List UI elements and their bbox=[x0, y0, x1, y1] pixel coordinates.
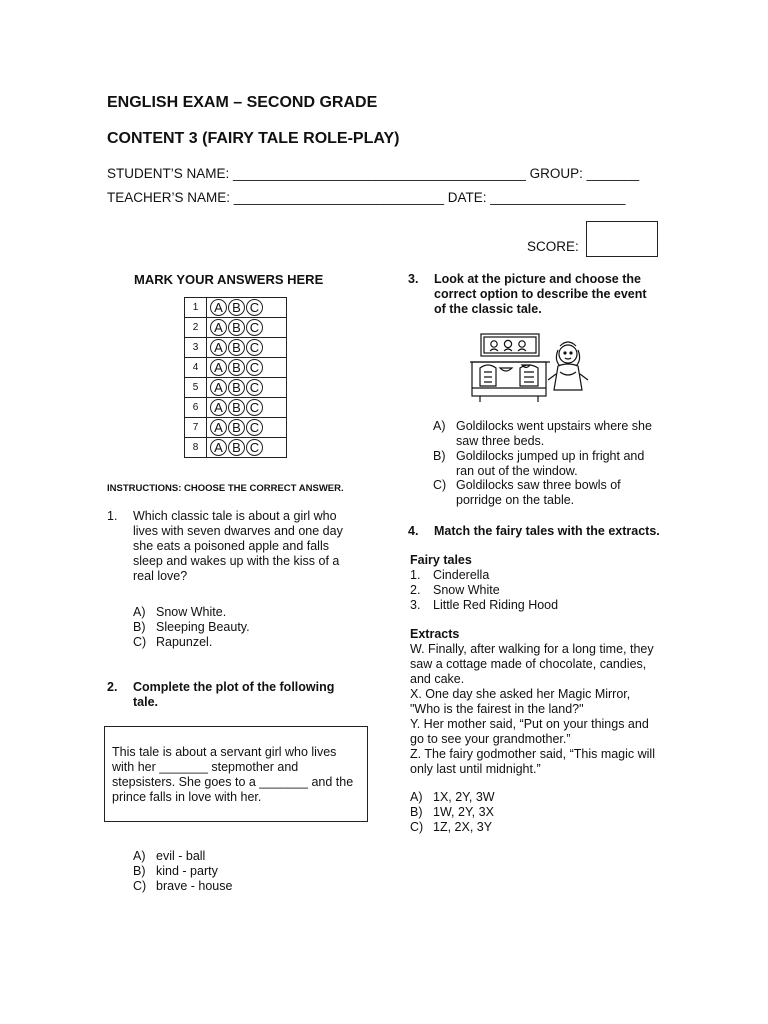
answer-sheet-title: MARK YOUR ANSWERS HERE bbox=[134, 272, 324, 287]
question-number: 4. bbox=[408, 524, 419, 538]
q3-options bbox=[433, 419, 673, 511]
answer-bubble[interactable]: C bbox=[246, 439, 263, 456]
student-name-line: STUDENT’S NAME: _______________________________________ GROUP: _______ bbox=[107, 166, 640, 181]
extract-line: Z. The fairy godmother said, “This magic will bbox=[410, 747, 655, 761]
answer-bubble[interactable]: B bbox=[228, 319, 245, 336]
answer-bubble[interactable]: C bbox=[246, 299, 263, 316]
plot-box bbox=[104, 726, 368, 822]
extract-line: go to see your grandmother.” bbox=[410, 732, 571, 746]
question-line: Which classic tale is about a girl who bbox=[133, 509, 337, 523]
option[interactable]: C) Goldilocks saw three bowls of porridge on the table. bbox=[433, 478, 621, 507]
row-number: 8 bbox=[185, 438, 207, 458]
fairy-tales-heading: Fairy tales bbox=[410, 553, 472, 567]
question-line: real love? bbox=[133, 569, 188, 583]
answer-bubble[interactable]: A bbox=[210, 379, 227, 396]
bubble-group bbox=[207, 418, 287, 438]
question-line: of the classic tale. bbox=[434, 302, 542, 316]
option[interactable]: A) evil - ball bbox=[133, 849, 206, 863]
question-line: sleep and wakes up with the kiss of a bbox=[133, 554, 340, 568]
answer-bubble[interactable]: A bbox=[210, 319, 227, 336]
plot-line: This tale is about a servant girl who lives bbox=[112, 745, 337, 759]
answer-bubble[interactable]: A bbox=[210, 419, 227, 436]
answer-row bbox=[185, 418, 287, 438]
q1-options bbox=[133, 605, 250, 650]
q2-options bbox=[133, 849, 232, 894]
bubble-group bbox=[207, 298, 287, 318]
answer-row bbox=[185, 318, 287, 338]
option[interactable]: B) 1W, 2Y, 3X bbox=[410, 805, 494, 819]
extracts-heading: Extracts bbox=[410, 627, 460, 641]
answer-bubble[interactable]: C bbox=[246, 339, 263, 356]
extract-line: "Who is the fairest in the land?" bbox=[410, 702, 584, 716]
answer-bubble[interactable]: C bbox=[246, 319, 263, 336]
list-item: 3. Little Red Riding Hood bbox=[410, 598, 559, 612]
plot-line: prince falls in love with her. bbox=[112, 790, 262, 804]
question-line: correct option to describe the event bbox=[434, 287, 647, 301]
answer-bubble[interactable]: B bbox=[228, 399, 245, 416]
answer-bubble[interactable]: A bbox=[210, 299, 227, 316]
extract-line: and cake. bbox=[410, 672, 465, 686]
extract-line: saw a cottage made of chocolate, candies, bbox=[410, 657, 647, 671]
exam-title: ENGLISH EXAM – SECOND GRADE bbox=[107, 94, 378, 111]
answer-bubble[interactable]: C bbox=[246, 379, 263, 396]
answer-bubble[interactable]: B bbox=[228, 379, 245, 396]
answer-bubble[interactable]: A bbox=[210, 439, 227, 456]
question-line: Complete the plot of the following bbox=[133, 680, 335, 694]
plot-line: with her _______ stepmother and bbox=[112, 760, 299, 774]
row-number: 4 bbox=[185, 358, 207, 378]
answer-bubble[interactable]: C bbox=[246, 359, 263, 376]
q4-options bbox=[410, 790, 495, 835]
goldilocks-illustration bbox=[470, 332, 590, 402]
option[interactable]: B) kind - party bbox=[133, 864, 218, 878]
question-line: she eats a poisoned apple and falls bbox=[133, 539, 329, 553]
answer-bubble[interactable]: C bbox=[246, 419, 263, 436]
answer-row bbox=[185, 298, 287, 318]
extract-line: only last until midnight.” bbox=[410, 762, 541, 776]
option[interactable]: B) Goldilocks jumped up in fright and ran out of the window. bbox=[433, 449, 645, 478]
answer-bubble[interactable]: A bbox=[210, 359, 227, 376]
bubble-group bbox=[207, 318, 287, 338]
bubble-group bbox=[207, 398, 287, 418]
question-number: 1. bbox=[107, 509, 118, 523]
answer-bubble[interactable]: A bbox=[210, 339, 227, 356]
instructions: INSTRUCTIONS: CHOOSE THE CORRECT ANSWER. bbox=[107, 483, 344, 494]
question-4 bbox=[408, 524, 688, 540]
row-number: 2 bbox=[185, 318, 207, 338]
answer-row bbox=[185, 338, 287, 358]
question-line: lives with seven dwarves and one day bbox=[133, 524, 343, 538]
answer-bubble[interactable]: C bbox=[246, 399, 263, 416]
row-number: 7 bbox=[185, 418, 207, 438]
question-1 bbox=[107, 509, 377, 589]
bubble-group bbox=[207, 358, 287, 378]
extract-line: X. One day she asked her Magic Mirror, bbox=[410, 687, 631, 701]
question-line: tale. bbox=[133, 695, 159, 709]
question-2 bbox=[107, 680, 377, 712]
answer-sheet bbox=[184, 297, 287, 458]
teacher-name-line: TEACHER’S NAME: ____________________________ DATE: __________________ bbox=[107, 190, 626, 205]
answer-bubble[interactable]: B bbox=[228, 419, 245, 436]
answer-bubble[interactable]: B bbox=[228, 439, 245, 456]
answer-row bbox=[185, 398, 287, 418]
fairy-tales-list bbox=[410, 568, 558, 613]
score-label: SCORE: bbox=[527, 239, 579, 254]
answer-bubble[interactable]: B bbox=[228, 299, 245, 316]
answer-row bbox=[185, 358, 287, 378]
extract-line: Y. Her mother said, “Put on your things and bbox=[410, 717, 649, 731]
list-item: 1. Cinderella bbox=[410, 568, 490, 582]
answer-row bbox=[185, 378, 287, 398]
question-3 bbox=[408, 272, 678, 320]
option[interactable]: A) Snow White. bbox=[133, 605, 227, 619]
question-line: Match the fairy tales with the extracts. bbox=[434, 524, 660, 538]
row-number: 6 bbox=[185, 398, 207, 418]
question-number: 3. bbox=[408, 272, 419, 286]
answer-bubble[interactable]: A bbox=[210, 399, 227, 416]
row-number: 5 bbox=[185, 378, 207, 398]
row-number: 3 bbox=[185, 338, 207, 358]
option[interactable]: C) 1Z, 2X, 3Y bbox=[410, 820, 493, 834]
answer-bubble[interactable]: B bbox=[228, 359, 245, 376]
content-title: CONTENT 3 (FAIRY TALE ROLE-PLAY) bbox=[107, 130, 400, 147]
option[interactable]: A) 1X, 2Y, 3W bbox=[410, 790, 495, 804]
question-number: 2. bbox=[107, 680, 118, 694]
bubble-group bbox=[207, 378, 287, 398]
list-item: 2. Snow White bbox=[410, 583, 500, 597]
answer-bubble[interactable]: B bbox=[228, 339, 245, 356]
bubble-group bbox=[207, 338, 287, 358]
plot-line: stepsisters. She goes to a _______ and the bbox=[112, 775, 354, 789]
row-number: 1 bbox=[185, 298, 207, 318]
extracts-list bbox=[410, 642, 655, 777]
answer-row bbox=[185, 438, 287, 458]
option[interactable]: C) Rapunzel. bbox=[133, 635, 213, 649]
bubble-group bbox=[207, 438, 287, 458]
option[interactable]: B) Sleeping Beauty. bbox=[133, 620, 250, 634]
option[interactable]: C) brave - house bbox=[133, 879, 233, 893]
extract-line: W. Finally, after walking for a long time, they bbox=[410, 642, 654, 656]
score-box bbox=[586, 221, 658, 257]
question-line: Look at the picture and choose the bbox=[434, 272, 641, 286]
option[interactable]: A) Goldilocks went upstairs where she saw three beds. bbox=[433, 419, 652, 448]
